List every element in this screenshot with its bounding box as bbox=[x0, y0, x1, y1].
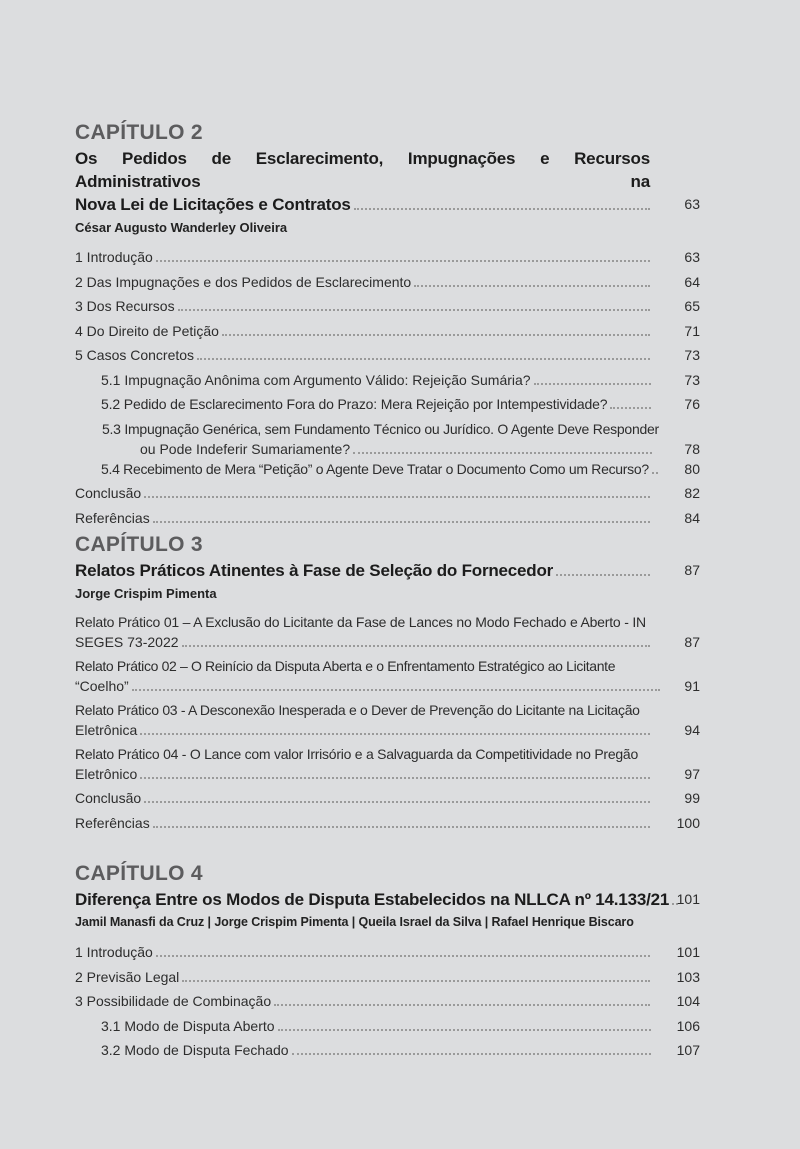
toc-entry-text-line2: SEGES 73-2022 bbox=[75, 634, 179, 650]
toc-entry-page: 87 bbox=[684, 634, 700, 650]
leader-dots bbox=[610, 407, 651, 409]
toc-entry-page: 103 bbox=[676, 968, 700, 985]
leader-dots bbox=[132, 689, 660, 691]
toc-entry-text: 2 Das Impugnações e dos Pedidos de Esclarecimento bbox=[75, 273, 412, 290]
leader-dots bbox=[153, 521, 650, 523]
leader-dots bbox=[153, 826, 650, 828]
toc-entry-text: 3 Dos Recursos bbox=[75, 298, 175, 314]
toc-entry[interactable] bbox=[75, 247, 700, 267]
leader-dots bbox=[144, 496, 650, 498]
chapter-authors: Jamil Manasfi da Cruz | Jorge Crispim Pimenta | Queila Israel da Silva | Rafael Henrique Biscaro bbox=[75, 915, 634, 929]
chapter-4 bbox=[75, 862, 700, 1060]
chapter-author: César Augusto Wanderley Oliveira bbox=[75, 220, 288, 235]
chapter-2 bbox=[75, 121, 700, 528]
toc-entry[interactable] bbox=[75, 788, 700, 808]
toc-entry-page: 84 bbox=[684, 509, 700, 526]
toc-entry-page: 78 bbox=[684, 440, 700, 457]
toc-entry[interactable] bbox=[75, 296, 700, 316]
leader-dots bbox=[156, 260, 650, 262]
leader-dots bbox=[182, 980, 650, 982]
toc-entry-page: 97 bbox=[684, 766, 700, 782]
toc-entry-text: 5.2 Pedido de Esclarecimento Fora do Prazo: Mera Rejeição por Intempestividade? bbox=[101, 396, 608, 412]
toc-subentry[interactable] bbox=[75, 370, 700, 390]
toc-entry[interactable] bbox=[75, 483, 700, 503]
leader-dots bbox=[182, 645, 650, 647]
leader-dots bbox=[414, 285, 650, 287]
toc-subentry[interactable] bbox=[75, 394, 700, 414]
toc-entry[interactable] bbox=[75, 991, 700, 1011]
chapter-title[interactable] bbox=[75, 559, 700, 582]
toc-entry-text: Conclusão bbox=[75, 790, 142, 806]
chapter-title-line: Diferença Entre os Modos de Disputa Estabelecidos na NLLCA nº 14.133/21 bbox=[75, 890, 670, 909]
toc-entry[interactable] bbox=[75, 967, 700, 987]
toc-entry-text: Referências bbox=[75, 509, 150, 526]
chapter-label: CAPÍTULO 3 bbox=[75, 533, 203, 556]
toc-entry-text: 5.4 Recebimento de Mera “Petição” o Agente Deve Tratar o Documento Como um Recurso? bbox=[101, 460, 649, 477]
toc-entry-page: 80 bbox=[684, 460, 700, 477]
leader-dots bbox=[274, 1004, 650, 1006]
toc-entry-text-line2: Eletrônica bbox=[75, 722, 138, 738]
leader-dots bbox=[222, 334, 650, 336]
toc-entry-text: 4 Do Direito de Petição bbox=[75, 322, 219, 339]
toc-entry-page: 63 bbox=[684, 249, 700, 265]
leader-dots bbox=[278, 1029, 651, 1031]
toc-entry-page: 76 bbox=[684, 396, 700, 412]
toc-entry[interactable] bbox=[75, 942, 700, 962]
toc-entry-text-line1: Relato Prático 04 - O Lance com valor Irrisório e a Salvaguarda da Competitividade no Pregão bbox=[75, 746, 638, 762]
toc-entry-text-line2: “Coelho” bbox=[75, 678, 129, 694]
leader-dots bbox=[556, 574, 650, 576]
toc-entry-text: 2 Previsão Legal bbox=[75, 968, 180, 985]
leader-dots bbox=[354, 208, 650, 210]
toc-entry-page: 71 bbox=[684, 322, 700, 339]
toc-entry-text: 3 Possibilidade de Combinação bbox=[75, 993, 272, 1009]
toc-entry-text: 1 Introdução bbox=[75, 944, 153, 960]
leader-dots bbox=[140, 777, 650, 779]
toc-entry-text-line2: Eletrônico bbox=[75, 766, 138, 782]
toc-entry[interactable] bbox=[75, 700, 700, 740]
chapter-title-line1: Os Pedidos de Esclarecimento, Impugnações e Recursos Administrativos na bbox=[75, 149, 650, 191]
toc-entry-text-line1: Relato Prático 02 – O Reinício da Disputa Aberta e o Enfrentamento Estratégico ao Licitante bbox=[75, 658, 616, 674]
toc-entry[interactable] bbox=[75, 744, 700, 784]
toc-subentry[interactable] bbox=[75, 459, 700, 479]
toc-entry-text-line1: Relato Prático 01 – A Exclusão do Licitante da Fase de Lances no Modo Fechado e Aberto - IN bbox=[75, 614, 646, 630]
toc-entry-text: 5.1 Impugnação Anônima com Argumento Válido: Rejeição Sumária? bbox=[101, 371, 531, 388]
leader-dots bbox=[652, 472, 658, 474]
chapter-label: CAPÍTULO 4 bbox=[75, 862, 203, 885]
chapter-title-line: Relatos Práticos Atinentes à Fase de Seleção do Fornecedor bbox=[75, 561, 554, 580]
toc-entry[interactable] bbox=[75, 321, 700, 341]
toc-entry-page: 104 bbox=[676, 993, 700, 1009]
leader-dots bbox=[140, 733, 650, 735]
toc-entry-page: 64 bbox=[684, 273, 700, 290]
toc-entry-text: 1 Introdução bbox=[75, 249, 153, 265]
toc-entry[interactable] bbox=[75, 612, 700, 652]
toc-entry-page: 73 bbox=[684, 347, 700, 363]
leader-dots bbox=[178, 309, 650, 311]
toc-entry-text: 5 Casos Concretos bbox=[75, 347, 195, 363]
toc-subentry[interactable] bbox=[75, 1016, 700, 1036]
toc-subentry[interactable] bbox=[75, 1040, 700, 1060]
chapter-title-line2: Nova Lei de Licitações e Contratos bbox=[75, 195, 351, 214]
leader-dots bbox=[197, 358, 650, 360]
toc-entry[interactable] bbox=[75, 272, 700, 292]
leader-dots bbox=[353, 452, 652, 454]
toc-entry-page: 100 bbox=[676, 814, 700, 831]
toc-entry-page: 94 bbox=[684, 722, 700, 738]
chapter-label: CAPÍTULO 2 bbox=[75, 121, 203, 144]
toc-entry-page: 106 bbox=[676, 1017, 700, 1034]
toc-entry-page: 101 bbox=[676, 944, 700, 960]
toc-entry-text-line2: ou Pode Indeferir Sumariamente? bbox=[140, 440, 351, 457]
toc-entry[interactable] bbox=[75, 508, 700, 528]
chapter-3 bbox=[75, 533, 700, 833]
toc-entry-page: 91 bbox=[684, 678, 700, 694]
toc-entry-text: Referências bbox=[75, 814, 150, 831]
chapter-title[interactable] bbox=[75, 888, 700, 911]
toc-entry[interactable] bbox=[75, 345, 700, 365]
toc-entry-text-line1: 5.3 Impugnação Genérica, sem Fundamento Técnico ou Jurídico. O Agente Deve Responder bbox=[102, 420, 659, 437]
toc-entry-text-line1: Relato Prático 03 - A Desconexão Inesperada e o Dever de Prevenção do Licitante na Licitação bbox=[75, 702, 640, 718]
leader-dots bbox=[144, 801, 650, 803]
toc-entry-text: 3.2 Modo de Disputa Fechado bbox=[101, 1042, 289, 1058]
toc-entry-text: Conclusão bbox=[75, 485, 142, 501]
leader-dots bbox=[292, 1053, 651, 1055]
chapter-page-number: 101 bbox=[676, 891, 700, 907]
chapter-page-number: 63 bbox=[684, 196, 700, 212]
toc-subentry[interactable] bbox=[75, 419, 700, 459]
chapter-page-number: 87 bbox=[684, 562, 700, 578]
toc-entry-page: 82 bbox=[684, 485, 700, 501]
toc-entry-page: 73 bbox=[684, 371, 700, 388]
toc-entry-page: 65 bbox=[684, 298, 700, 314]
toc-entry[interactable] bbox=[75, 656, 700, 696]
toc-entry-page: 107 bbox=[676, 1042, 700, 1058]
toc-entry-text: 3.1 Modo de Disputa Aberto bbox=[101, 1017, 275, 1034]
leader-dots bbox=[534, 383, 651, 385]
toc-entry-page: 99 bbox=[684, 790, 700, 806]
chapter-title[interactable] bbox=[75, 147, 700, 216]
toc-entry[interactable] bbox=[75, 813, 700, 833]
chapter-author: Jorge Crispim Pimenta bbox=[75, 586, 217, 601]
leader-dots bbox=[156, 955, 650, 957]
